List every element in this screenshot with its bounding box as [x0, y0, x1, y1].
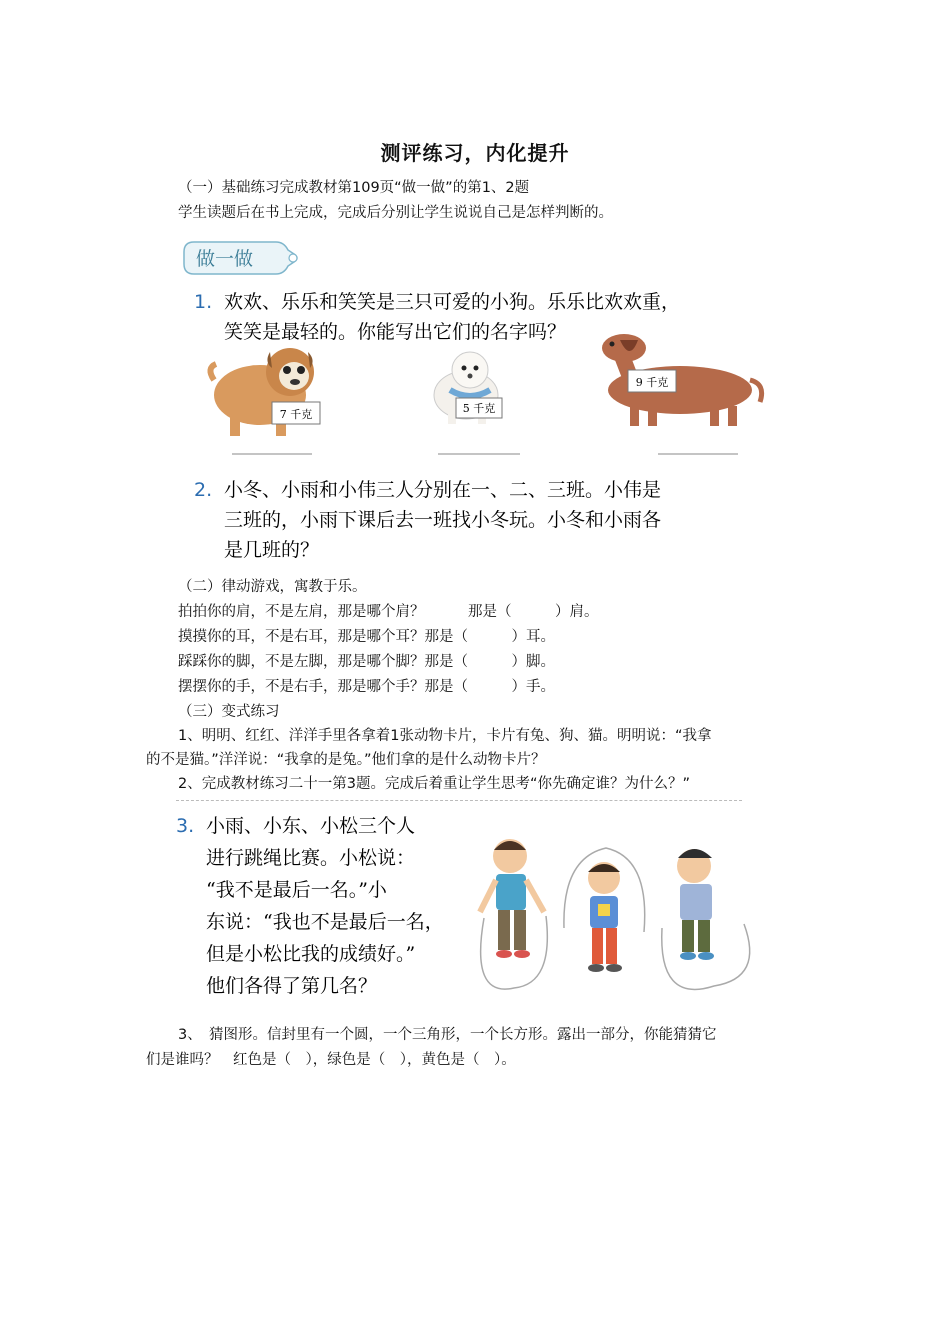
exercise-1-line-1: 1、明明、红红、洋洋手里各拿着1张动物卡片，卡片有兔、狗、猫。明明说：“我拿 [178, 728, 712, 744]
exercise-3-line-6: 他们各得了第几名？ [206, 975, 378, 997]
dog-2-weight-tag [456, 398, 502, 418]
jump-rope-kid-2 [564, 848, 645, 972]
exercise-1-line-2: 的不是猫。”洋洋说：“我拿的是兔。”他们拿的是什么动物卡片？ [146, 752, 546, 768]
dog-3-weight-tag [628, 370, 676, 392]
exercise-3-guess-shapes-line-2: 们是谁吗？ 红色是（ ），绿色是（ ），黄色是（ ）。 [146, 1052, 516, 1068]
exercise-3-line-3: “我不是最后一名。”小 [206, 879, 387, 901]
textbook-excerpt-1 [180, 230, 770, 570]
rhythm-game-line-3: 踩踩你的脚，不是左脚，那是哪个脚？那是（ ）脚。 [178, 654, 555, 670]
page-title: 测评练习，内化提升 [380, 141, 570, 165]
dog-3-image [602, 334, 762, 426]
dog-2-weight: 5 千克 [462, 402, 496, 415]
exercise-3-line-1: 小雨、小东、小松三个人 [206, 815, 416, 837]
question-2-line-2: 三班的，小雨下课后去一班找小冬玩。小冬和小雨各 [224, 509, 662, 531]
badge-label: 做一做 [196, 248, 254, 270]
rhythm-game-line-4: 摆摆你的手，不是右手，那是哪个手？那是（ ）手。 [178, 679, 555, 695]
dog-3-weight: 9 千克 [635, 376, 669, 389]
jump-rope-kid-3 [662, 849, 750, 989]
question-2-line-1: 小冬、小雨和小伟三人分别在一、二、三班。小伟是 [224, 479, 662, 501]
dog-1-weight: 7 千克 [279, 408, 313, 421]
jump-rope-kid-1 [480, 839, 547, 989]
rhythm-game-line-1: 拍拍你的肩，不是左肩，那是哪个肩？ 那是（ ）肩。 [178, 604, 599, 620]
question-1-number: 1. [194, 291, 213, 313]
zuo-yi-zuo-badge [184, 242, 297, 274]
dashed-divider [176, 800, 742, 801]
textbook-excerpt-2 [174, 808, 764, 1008]
dog-1-weight-tag [272, 402, 320, 424]
exercise-3-line-2: 进行跳绳比赛。小松说： [206, 847, 416, 869]
question-1-line-1: 欢欢、乐乐和笑笑是三只可爱的小狗。乐乐比欢欢重， [224, 291, 681, 313]
section-3-title: （三）变式练习 [178, 704, 280, 720]
section-1-title: （一）基础练习完成教材第109页“做一做”的第1、2题 [178, 180, 530, 196]
exercise-3-line-4: 东说：“我也不是最后一名， [206, 911, 444, 933]
exercise-3-guess-shapes-line-1: 3、 猜图形。信封里有一个圆，一个三角形，一个长方形。露出一部分，你能猜猜它 [178, 1027, 717, 1043]
question-1-line-2: 笑笑是最轻的。你能写出它们的名字吗？ [224, 321, 567, 343]
exercise-3-line-5: 但是小松比我的成绩好。” [206, 943, 416, 965]
exercise-3-number: 3. [176, 815, 195, 837]
rhythm-game-line-2: 摸摸你的耳，不是右耳，那是哪个耳？那是（ ）耳。 [178, 629, 555, 645]
question-2-number: 2. [194, 479, 213, 501]
section-2-title: （二）律动游戏，寓教于乐。 [178, 579, 367, 595]
question-2-line-3: 是几班的？ [224, 539, 320, 561]
exercise-2: 2、完成教材练习二十一第3题。完成后着重让学生思考“你先确定谁？为什么？” [178, 776, 690, 792]
section-1-description: 学生读题后在书上完成，完成后分别让学生说说自己是怎样判断的。 [178, 205, 613, 221]
